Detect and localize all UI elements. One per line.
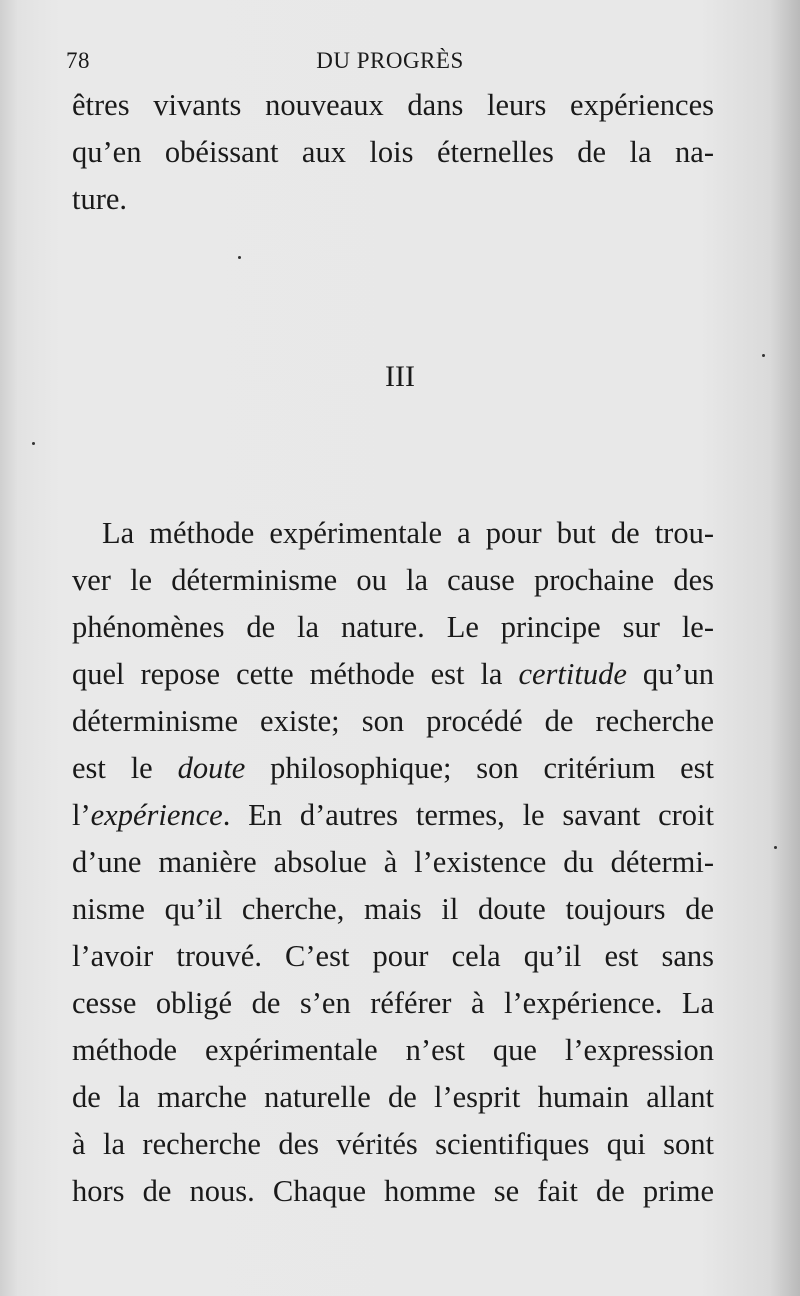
text-line: cesse obligé de s’en référer à l’expérience. La — [72, 986, 714, 1020]
print-speck — [32, 442, 35, 445]
running-head-title: DU PROGRÈS — [316, 48, 464, 73]
text-line: phénomènes de la nature. Le principe sur le- — [72, 610, 714, 644]
italic-term-doute: doute — [177, 751, 246, 785]
page-number: 78 — [66, 48, 90, 73]
text-line: hors de nous. Chaque homme se fait de prime — [72, 1174, 714, 1208]
text-fragment: . En d’autres termes, le savant croit — [222, 798, 714, 832]
text-line: ver le déterminisme ou la cause prochaine des — [72, 563, 714, 597]
text-line — [72, 651, 714, 698]
text-line: à la recherche des vérités scientifiques qui sont — [72, 1127, 714, 1161]
text-fragment: qu’un — [626, 657, 714, 691]
italic-term-experience: expérience — [90, 798, 223, 832]
text-line: nisme qu’il cherche, mais il doute toujours de — [72, 892, 714, 926]
text-fragment: quel repose cette méthode est la — [72, 657, 503, 691]
text-line — [72, 792, 714, 839]
text-line: déterminisme existe; son procédé de recherche — [72, 704, 714, 738]
main-paragraph — [72, 510, 714, 1215]
text-line: de la marche naturelle de l’esprit humain allant — [72, 1080, 714, 1114]
text-fragment: est le — [72, 751, 153, 785]
print-speck — [762, 354, 765, 357]
continued-paragraph — [72, 82, 714, 223]
text-fragment: philosophique; son critérium est — [245, 751, 715, 785]
text-line: ture. — [72, 182, 128, 216]
text-line: l’avoir trouvé. C’est pour cela qu’il est sans — [72, 939, 714, 973]
text-line: La méthode expérimentale a pour but de trou- — [102, 516, 714, 550]
print-speck — [238, 256, 241, 259]
text-line: méthode expérimentale n’est que l’expression — [72, 1033, 714, 1067]
text-line: d’une manière absolue à l’existence du détermi- — [72, 845, 714, 879]
text-line: êtres vivants nouveaux dans leurs expériences — [72, 88, 714, 122]
running-head — [66, 48, 714, 78]
print-speck — [774, 846, 777, 849]
italic-term-certitude: certitude — [518, 657, 627, 691]
text-line — [72, 745, 714, 792]
section-heading: III — [385, 360, 415, 393]
text-fragment: l’ — [72, 798, 91, 832]
text-line: qu’en obéissant aux lois éternelles de la na- — [72, 135, 714, 169]
